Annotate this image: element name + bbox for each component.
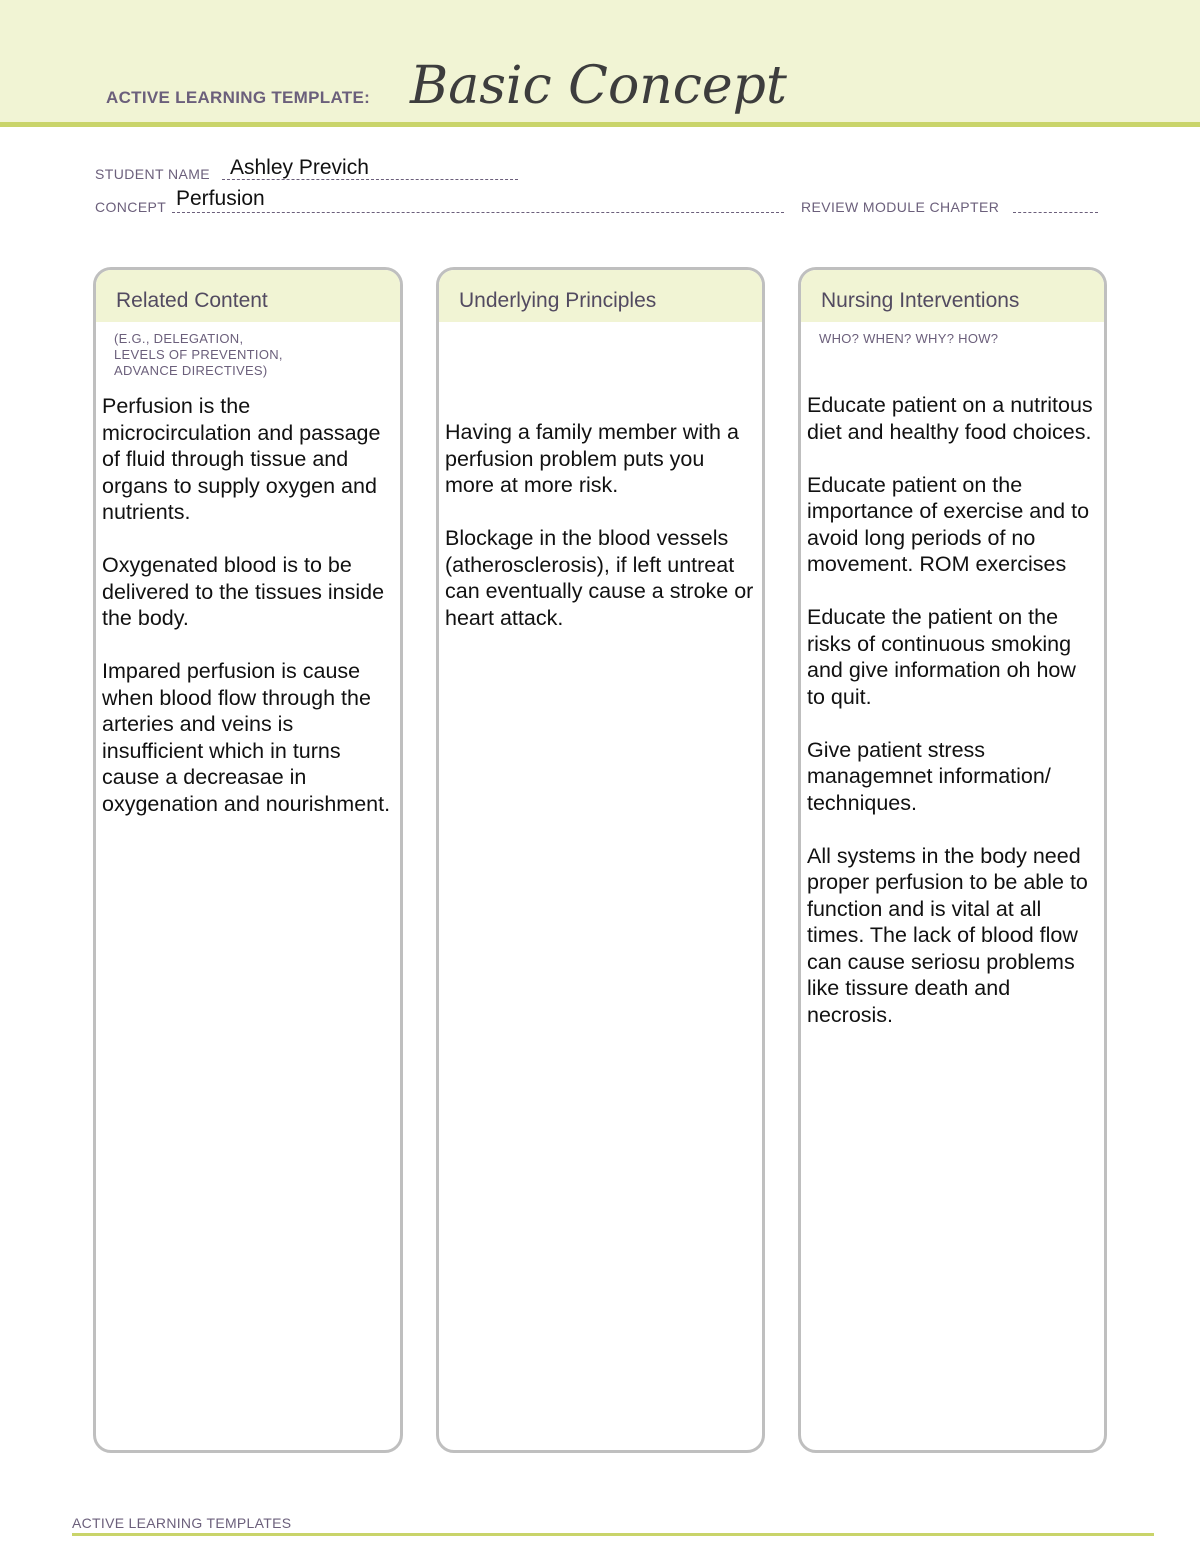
related-content-subtitle: (E.G., DELEGATION, LEVELS OF PREVENTION, ADVANCE DIRECTIVES) bbox=[114, 331, 283, 378]
template-title: Basic Concept bbox=[410, 56, 787, 116]
student-name-label: STUDENT NAME bbox=[95, 166, 210, 182]
concept-field[interactable]: Perfusion bbox=[176, 187, 265, 210]
nursing-interventions-paragraph: Educate patient on the importance of exercise and to avoid long periods of no movement. ROM exercises bbox=[807, 472, 1090, 576]
related-content-paragraph: Impared perfusion is cause when blood flow through the arteries and veins is insufficient which in turns cause a decreasae in oxygenation and nourishment. bbox=[102, 659, 391, 816]
nursing-interventions-paragraph: Educate patient on a nutritous diet and healthy food choices. bbox=[807, 393, 1093, 444]
underlying-principles-title: Underlying Principles bbox=[459, 289, 657, 312]
nursing-interventions-paragraph: Educate the patient on the risks of continuous smoking and give information oh how to quit. bbox=[807, 605, 1076, 709]
concept-line bbox=[172, 212, 784, 213]
related-content-body[interactable] bbox=[102, 393, 392, 844]
related-content-title: Related Content bbox=[116, 289, 268, 312]
header-rule bbox=[0, 122, 1200, 127]
footer-label: ACTIVE LEARNING TEMPLATES bbox=[72, 1515, 292, 1531]
student-name-field[interactable]: Ashley Previch bbox=[230, 156, 369, 179]
review-module-label: REVIEW MODULE CHAPTER bbox=[801, 199, 1000, 215]
underlying-principles-paragraph: Blockage in the blood vessels (atherosclerosis), if left untreat can eventually cause a stroke or heart attack. bbox=[445, 526, 754, 630]
nursing-interventions-paragraph: Give patient stress managemnet information/ techniques. bbox=[807, 737, 1051, 815]
related-content-card bbox=[93, 267, 403, 1453]
related-content-paragraph: Oxygenated blood is to be delivered to the tissues inside the body. bbox=[102, 553, 385, 630]
review-module-field[interactable] bbox=[1013, 212, 1098, 213]
underlying-principles-card bbox=[436, 267, 765, 1453]
footer-rule bbox=[72, 1533, 1154, 1536]
underlying-principles-paragraph: Having a family member with a perfusion problem puts you more at more risk. bbox=[445, 420, 739, 497]
underlying-principles-body[interactable] bbox=[445, 419, 754, 658]
nursing-interventions-card bbox=[798, 267, 1107, 1453]
concept-label: CONCEPT bbox=[95, 199, 167, 215]
nursing-interventions-body[interactable] bbox=[807, 392, 1096, 1055]
template-label: ACTIVE LEARNING TEMPLATE: bbox=[106, 88, 371, 107]
nursing-interventions-paragraph: All systems in the body need proper perfusion to be able to function and is vital at all times. The lack of blood flow can cause seriosu problems like tissure death and necrosis. bbox=[807, 843, 1088, 1027]
related-content-paragraph: Perfusion is the microcirculation and passage of fluid through tissue and organs to supply oxygen and nutrients. bbox=[102, 394, 381, 524]
nursing-interventions-subtitle: WHO? WHEN? WHY? HOW? bbox=[819, 331, 999, 346]
nursing-interventions-title: Nursing Interventions bbox=[821, 289, 1020, 312]
